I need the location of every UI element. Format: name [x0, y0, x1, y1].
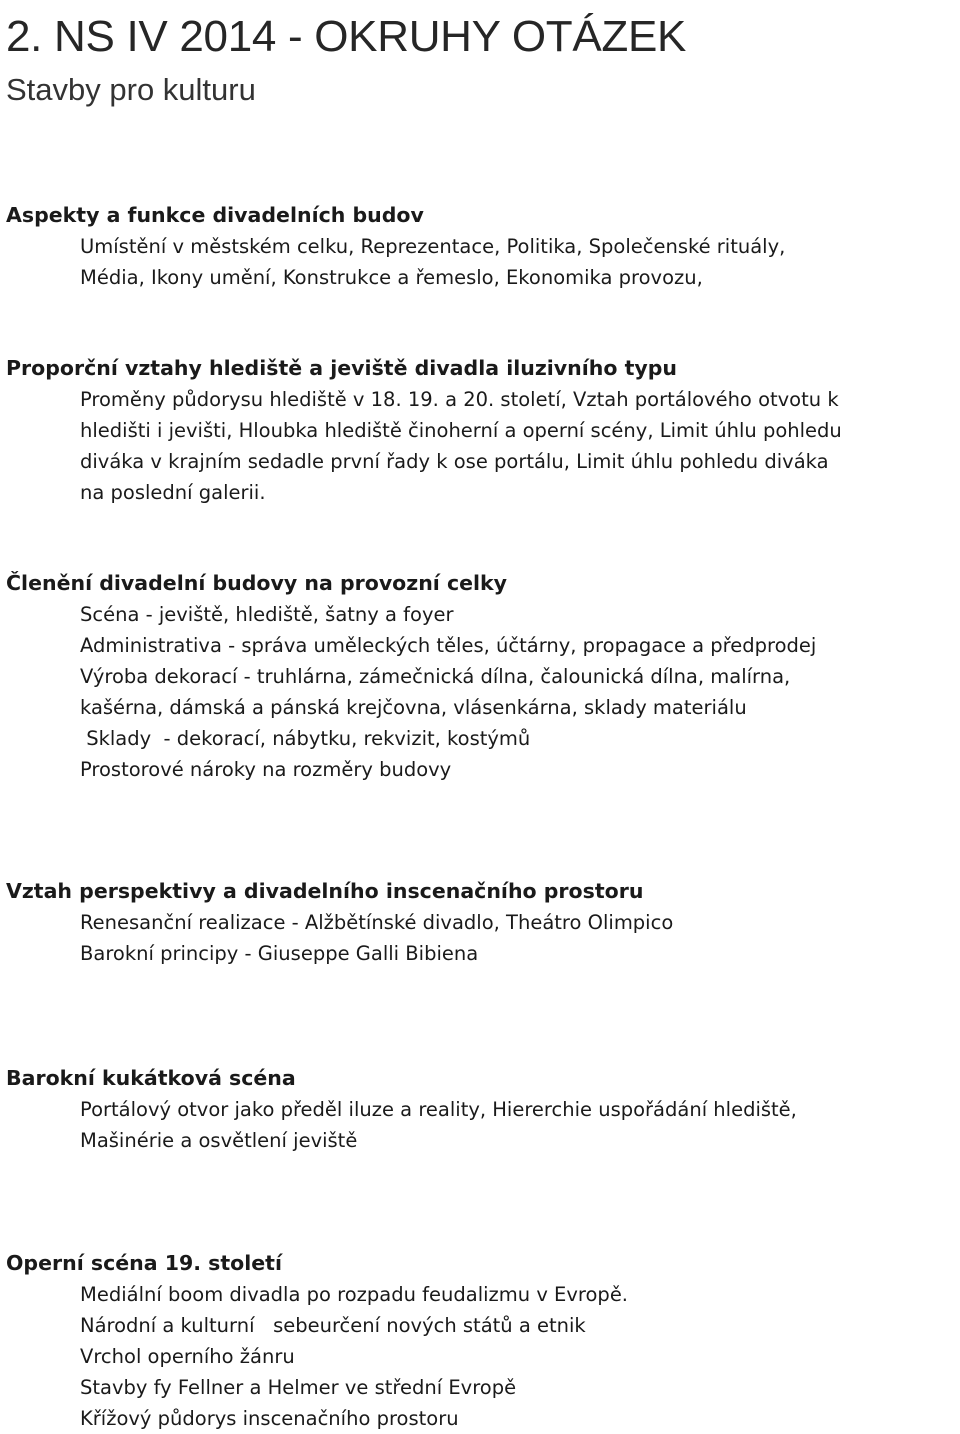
body-line: Vrchol operního žánru — [80, 1345, 295, 1368]
body-line: Mediální boom divadla po rozpadu feudalizmu v Evropě. — [80, 1283, 629, 1306]
section-heading: Vztah perspektivy a divadelního inscenačního prostoru — [6, 879, 644, 903]
body-line: Mašinérie a osvětlení jeviště — [80, 1129, 358, 1152]
body-line: Média, Ikony umění, Konstrukce a řemeslo, Ekonomika provozu, — [80, 266, 703, 289]
section-heading: Barokní kukátková scéna — [6, 1066, 296, 1090]
body-line: Umístění v městském celku, Reprezentace, Politika, Společenské rituály, — [80, 235, 786, 258]
section-aspects — [6, 200, 960, 293]
section-body — [6, 384, 960, 508]
body-line: Výroba dekorací - truhlárna, zámečnická dílna, čalounická dílna, malírna, — [80, 665, 791, 688]
section-body — [6, 231, 960, 293]
body-line: Křížový půdorys inscenačního prostoru — [80, 1407, 459, 1430]
page-subtitle: Stavby pro kulturu — [6, 72, 256, 107]
body-line: Proměny půdorysu hlediště v 18. 19. a 20. století, Vztah portálového otvotu k — [80, 388, 839, 411]
section-body — [6, 907, 960, 969]
section-heading: Proporční vztahy hlediště a jeviště divadla iluzivního typu — [6, 356, 678, 380]
body-line: na poslední galerii. — [80, 481, 266, 504]
section-perspective — [6, 876, 960, 969]
body-line: diváka v krajním sedadle první řady k ose portálu, Limit úhlu pohledu diváka — [80, 450, 829, 473]
body-line: hledišti i jevišti, Hloubka hlediště činoherní a operní scény, Limit úhlu pohledu — [80, 419, 842, 442]
body-line: Renesanční realizace - Alžbětínské divadlo, Theátro Olimpico — [80, 911, 674, 934]
section-operational-units — [6, 568, 960, 785]
section-heading: Aspekty a funkce divadelních budov — [6, 203, 424, 227]
body-line: Sklady - dekorací, nábytku, rekvizit, kostýmů — [80, 727, 531, 750]
section-body — [6, 599, 960, 785]
section-proportions — [6, 353, 960, 508]
body-line: Portálový otvor jako předěl iluze a reality, Hiererchie uspořádání hlediště, — [80, 1098, 797, 1121]
section-body — [6, 1094, 960, 1156]
body-line: Administrativa - správa uměleckých těles, účtárny, propagace a předprodej — [80, 634, 817, 657]
page-title: 2. NS IV 2014 - OKRUHY OTÁZEK — [6, 12, 687, 61]
section-heading: Operní scéna 19. století — [6, 1251, 282, 1275]
section-baroque-stage — [6, 1063, 960, 1156]
body-line: Barokní principy - Giuseppe Galli Bibiena — [80, 942, 479, 965]
body-line: Stavby fy Fellner a Helmer ve střední Evropě — [80, 1376, 517, 1399]
body-line: kašérna, dámská a pánská krejčovna, vlásenkárna, sklady materiálu — [80, 696, 747, 719]
section-opera-19th — [6, 1248, 960, 1434]
body-line: Scéna - jeviště, hlediště, šatny a foyer — [80, 603, 454, 626]
body-line: Národní a kulturní sebeurčení nových států a etnik — [80, 1314, 586, 1337]
section-body — [6, 1279, 960, 1434]
section-heading: Členění divadelní budovy na provozní celky — [6, 571, 508, 595]
body-line: Prostorové nároky na rozměry budovy — [80, 758, 452, 781]
